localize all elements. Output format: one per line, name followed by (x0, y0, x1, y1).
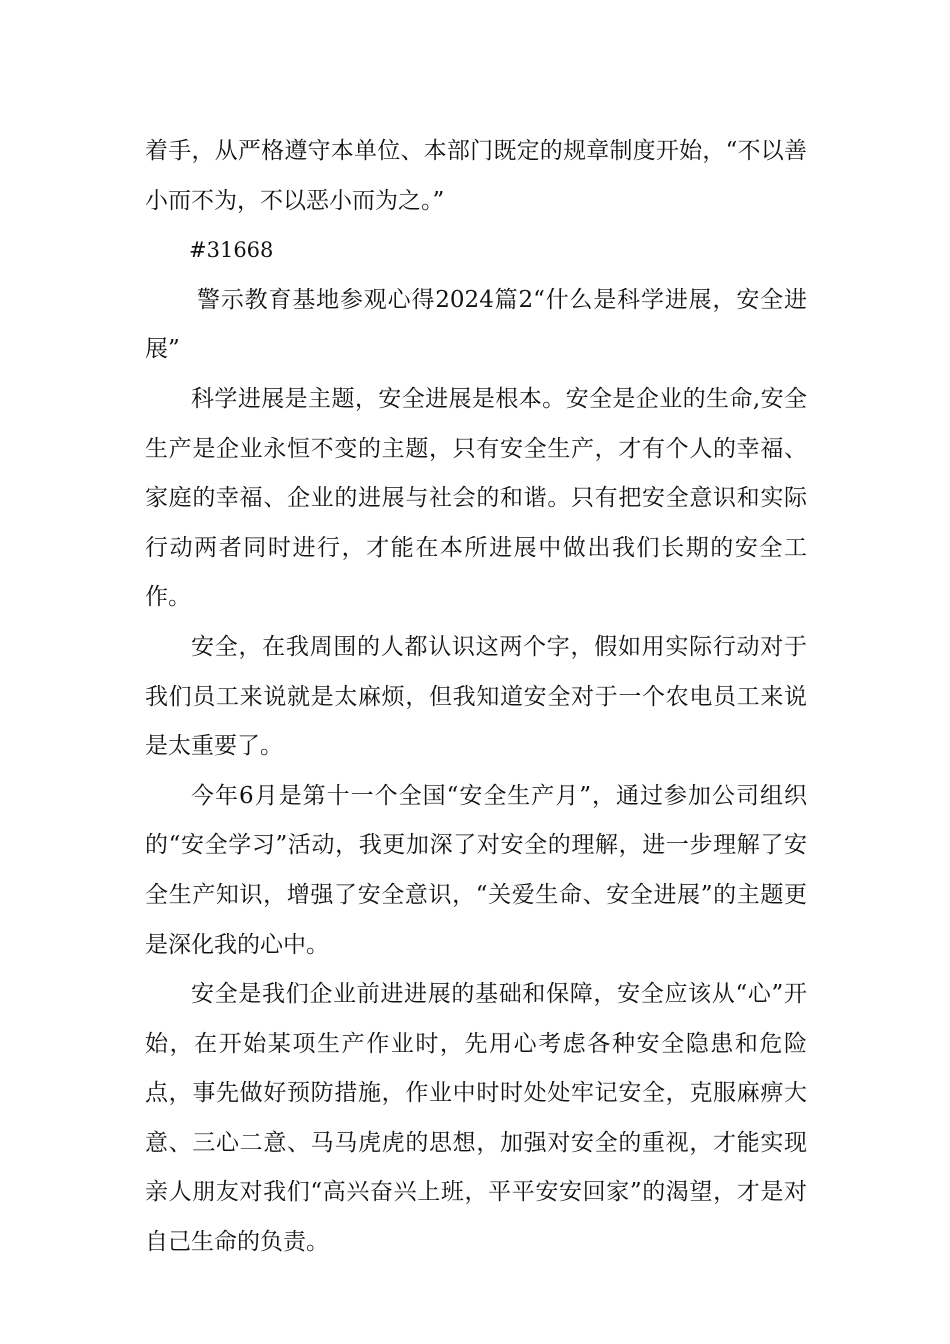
continuation-paragraph: 着手，从严格遵守本单位、本部门既定的规章制度开始，“不以善小而不为，不以恶小而为之。” (145, 138, 807, 214)
document-body (145, 127, 807, 1268)
body-paragraph-1: 科学进展是主题，安全进展是根本。安全是企业的生命,安全生产是企业永恒不变的主题，只有安全生产，才有个人的幸福、家庭的幸福、企业的进展与社会的和谐。只有把安全意识和实际行动两者同时进行，才能在本所进展中做出我们长期的安全工作。 (145, 385, 807, 611)
body-paragraph-2: 安全，在我周围的人都认识这两个字，假如用实际行动对于我们员工来说就是太麻烦，但我知道安全对于一个农电员工来说是太重要了。 (145, 633, 807, 760)
body-paragraph-4: 安全是我们企业前进进展的基础和保障，安全应该从“心”开始，在开始某项生产作业时，先用心考虑各种安全隐患和危险点，事先做好预防措施，作业中时时处处牢记安全，克服麻痹大意、三心二意、马马虎虎的思想，加强对安全的重视，才能实现亲人朋友对我们“高兴奋兴上班，平平安安回家”的渴望，才是对自己生命的负责。 (145, 981, 807, 1256)
document-id: #31668 (189, 238, 274, 263)
body-paragraph-3: 今年6月是第十一个全国“安全生产月”，通过参加公司组织的“安全学习”活动，我更加深了对安全的理解，进一步理解了安全生产知识，增强了安全意识，“关爱生命、安全进展”的主题更是深化我的心中。 (145, 782, 807, 958)
section-heading: 警示教育基地参观心得2024篇2“什么是科学进展，安全进展” (145, 286, 807, 363)
